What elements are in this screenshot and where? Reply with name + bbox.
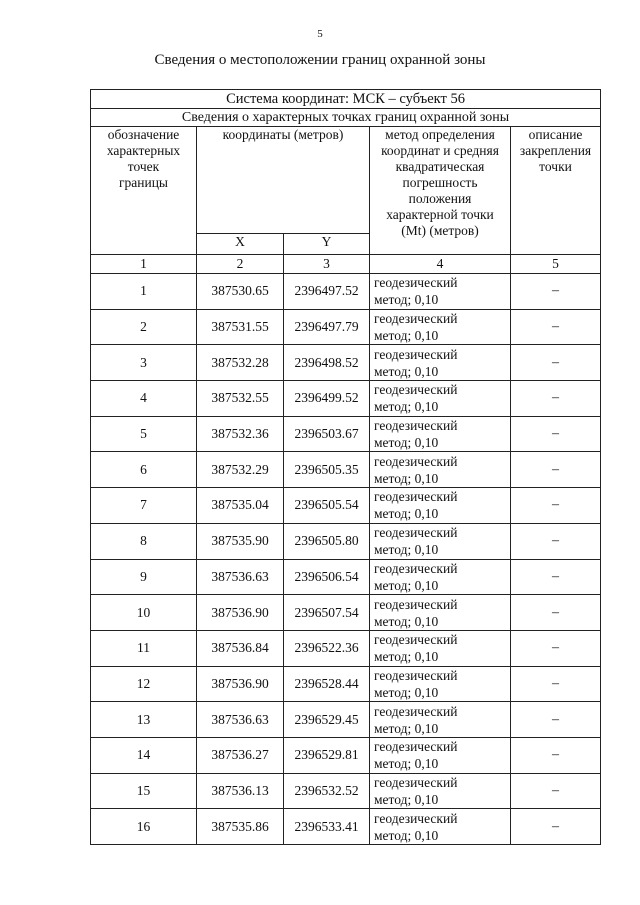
fixing-description: – — [511, 523, 601, 559]
fixing-description: – — [511, 666, 601, 702]
fixing-description: – — [511, 345, 601, 381]
x-coordinate: 387536.63 — [197, 559, 284, 595]
column-number: 5 — [511, 255, 601, 274]
method-line: геодезический — [374, 774, 458, 790]
x-header: X — [197, 234, 284, 255]
section-header: Сведения о характерных точках границ охранной зоны — [91, 109, 601, 127]
fixing-description: – — [511, 309, 601, 345]
point-number: 16 — [91, 809, 197, 845]
x-coordinate: 387536.90 — [197, 595, 284, 631]
point-number: 3 — [91, 345, 197, 381]
y-coordinate: 2396522.36 — [284, 630, 370, 666]
y-coordinate: 2396529.81 — [284, 737, 370, 773]
method-cell — [370, 773, 511, 809]
table-row — [91, 488, 601, 524]
method-cell — [370, 559, 511, 595]
point-number: 7 — [91, 488, 197, 524]
point-number: 2 — [91, 309, 197, 345]
table-row — [91, 416, 601, 452]
method-line: метод; 0,10 — [374, 756, 439, 772]
point-designation-header — [91, 127, 197, 255]
header-line: границы — [118, 175, 169, 190]
column-number: 3 — [284, 255, 370, 274]
method-cell — [370, 737, 511, 773]
method-line: геодезический — [374, 418, 458, 434]
coordinate-system-header: Система координат: МСК – субъект 56 — [91, 90, 601, 109]
method-line: геодезический — [374, 739, 458, 755]
table-row — [91, 274, 601, 310]
coordinates-header — [197, 127, 370, 234]
method-cell — [370, 702, 511, 738]
point-number: 15 — [91, 773, 197, 809]
method-cell — [370, 488, 511, 524]
x-coordinate: 387536.63 — [197, 702, 284, 738]
boundary-points-table — [90, 89, 601, 845]
x-coordinate: 387536.84 — [197, 630, 284, 666]
x-coordinate: 387532.28 — [197, 345, 284, 381]
x-coordinate: 387535.86 — [197, 809, 284, 845]
table-row — [91, 809, 601, 845]
method-line: геодезический — [374, 275, 458, 291]
y-coordinate: 2396503.67 — [284, 416, 370, 452]
header-line: координат и средняя — [381, 143, 499, 158]
header-line: квадратическая — [395, 159, 485, 174]
method-line: метод; 0,10 — [374, 470, 439, 486]
header-line: координаты (метров) — [222, 127, 344, 142]
method-cell — [370, 274, 511, 310]
method-line: геодезический — [374, 525, 458, 541]
method-cell — [370, 666, 511, 702]
fixing-description: – — [511, 809, 601, 845]
document-title: Сведения о местоположении границ охранной зоны — [154, 52, 486, 68]
x-coordinate: 387536.13 — [197, 773, 284, 809]
method-cell — [370, 309, 511, 345]
y-coordinate: 2396497.79 — [284, 309, 370, 345]
fixing-description: – — [511, 630, 601, 666]
method-line: метод; 0,10 — [374, 542, 439, 558]
table-row — [91, 702, 601, 738]
table-row — [91, 666, 601, 702]
fixing-description-header — [511, 127, 601, 255]
y-coordinate: 2396498.52 — [284, 345, 370, 381]
y-coordinate: 2396532.52 — [284, 773, 370, 809]
method-line: метод; 0,10 — [374, 577, 439, 593]
page-number: 5 — [317, 28, 323, 40]
method-line: метод; 0,10 — [374, 435, 439, 451]
method-line: метод; 0,10 — [374, 292, 439, 308]
header-line: точек — [127, 159, 160, 174]
header-line: погрешность — [402, 175, 478, 190]
method-cell — [370, 416, 511, 452]
header-line: точки — [539, 159, 572, 174]
method-line: геодезический — [374, 311, 458, 327]
point-number: 12 — [91, 666, 197, 702]
method-cell — [370, 809, 511, 845]
table-row — [91, 345, 601, 381]
fixing-description: – — [511, 773, 601, 809]
table-row — [91, 595, 601, 631]
method-line: метод; 0,10 — [374, 827, 439, 843]
fixing-description: – — [511, 381, 601, 417]
point-number: 14 — [91, 737, 197, 773]
y-coordinate: 2396506.54 — [284, 559, 370, 595]
point-number: 1 — [91, 274, 197, 310]
method-line: геодезический — [374, 560, 458, 576]
fixing-description: – — [511, 737, 601, 773]
y-coordinate: 2396497.52 — [284, 274, 370, 310]
x-coordinate: 387532.55 — [197, 381, 284, 417]
method-line: геодезический — [374, 703, 458, 719]
point-number: 6 — [91, 452, 197, 488]
method-line: метод; 0,10 — [374, 328, 439, 344]
y-coordinate: 2396505.35 — [284, 452, 370, 488]
fixing-description: – — [511, 702, 601, 738]
y-coordinate: 2396505.54 — [284, 488, 370, 524]
method-line: геодезический — [374, 382, 458, 398]
method-line: метод; 0,10 — [374, 363, 439, 379]
header-line: описание — [528, 127, 583, 142]
method-line: геодезический — [374, 453, 458, 469]
method-line: метод; 0,10 — [374, 613, 439, 629]
method-line: метод; 0,10 — [374, 399, 439, 415]
method-line: геодезический — [374, 596, 458, 612]
method-line: геодезический — [374, 667, 458, 683]
y-coordinate: 2396529.45 — [284, 702, 370, 738]
fixing-description: – — [511, 559, 601, 595]
x-coordinate: 387530.65 — [197, 274, 284, 310]
header-line: положения — [408, 191, 472, 206]
method-cell — [370, 595, 511, 631]
header-line: характерных — [106, 143, 181, 158]
table-row — [91, 381, 601, 417]
header-line: (Mt) (метров) — [401, 223, 479, 238]
fixing-description: – — [511, 452, 601, 488]
table-row — [91, 630, 601, 666]
table-row — [91, 523, 601, 559]
table-row — [91, 737, 601, 773]
column-number: 2 — [197, 255, 284, 274]
method-line: метод; 0,10 — [374, 506, 439, 522]
fixing-description: – — [511, 488, 601, 524]
y-coordinate: 2396505.80 — [284, 523, 370, 559]
column-number: 4 — [370, 255, 511, 274]
x-coordinate: 387536.27 — [197, 737, 284, 773]
header-line: закрепления — [519, 143, 592, 158]
x-coordinate: 387536.90 — [197, 666, 284, 702]
x-coordinate: 387532.29 — [197, 452, 284, 488]
method-line: метод; 0,10 — [374, 684, 439, 700]
method-line: метод; 0,10 — [374, 649, 439, 665]
method-cell — [370, 381, 511, 417]
fixing-description: – — [511, 595, 601, 631]
point-number: 13 — [91, 702, 197, 738]
point-number: 9 — [91, 559, 197, 595]
method-header — [370, 127, 511, 255]
point-number: 4 — [91, 381, 197, 417]
method-cell — [370, 523, 511, 559]
y-coordinate: 2396507.54 — [284, 595, 370, 631]
method-cell — [370, 630, 511, 666]
point-number: 8 — [91, 523, 197, 559]
y-header: Y — [284, 234, 370, 255]
method-line: метод; 0,10 — [374, 720, 439, 736]
y-coordinate: 2396533.41 — [284, 809, 370, 845]
fixing-description: – — [511, 416, 601, 452]
point-number: 11 — [91, 630, 197, 666]
table-row — [91, 452, 601, 488]
header-line: обозначение — [107, 127, 180, 142]
y-coordinate: 2396528.44 — [284, 666, 370, 702]
x-coordinate: 387531.55 — [197, 309, 284, 345]
table-row — [91, 773, 601, 809]
table-row — [91, 559, 601, 595]
method-line: геодезический — [374, 489, 458, 505]
header-line: характерной точки — [386, 207, 494, 222]
column-number: 1 — [91, 255, 197, 274]
x-coordinate: 387532.36 — [197, 416, 284, 452]
point-number: 10 — [91, 595, 197, 631]
method-line: геодезический — [374, 810, 458, 826]
x-coordinate: 387535.90 — [197, 523, 284, 559]
fixing-description: – — [511, 274, 601, 310]
method-line: геодезический — [374, 632, 458, 648]
method-cell — [370, 452, 511, 488]
header-line: метод определения — [385, 127, 495, 142]
x-coordinate: 387535.04 — [197, 488, 284, 524]
method-line: геодезический — [374, 346, 458, 362]
method-cell — [370, 345, 511, 381]
y-coordinate: 2396499.52 — [284, 381, 370, 417]
point-number: 5 — [91, 416, 197, 452]
table-row — [91, 309, 601, 345]
method-line: метод; 0,10 — [374, 791, 439, 807]
